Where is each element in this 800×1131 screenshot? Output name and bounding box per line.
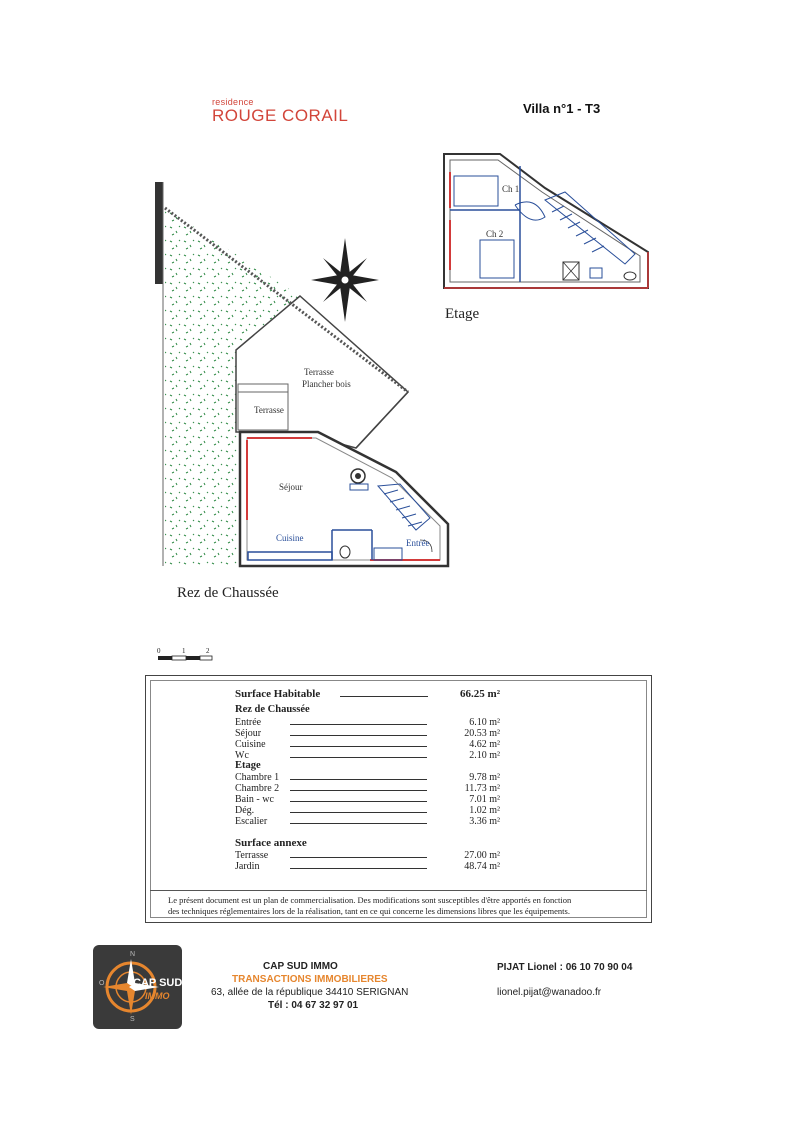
etage-item-label: Escalier (235, 816, 268, 827)
company-name: CAP SUD IMMO (263, 961, 338, 972)
leader-line (340, 696, 428, 697)
leader-line (290, 724, 427, 725)
brand-name: ROUGE CORAIL (212, 106, 349, 125)
logo-text-capsud: CAP SUD (133, 977, 183, 989)
villa-title: Villa n°1 - T3 (523, 101, 601, 116)
annexe-heading: Surface annexe (235, 837, 307, 849)
company-phone: Tél : 04 67 32 97 01 (268, 1000, 359, 1011)
leader-line (290, 757, 427, 758)
leader-line (290, 868, 427, 869)
rdc-item-label: Entrée (235, 717, 262, 728)
etage-item-value: 1.02 m² (469, 805, 500, 816)
etage-item-label: Bain - wc (235, 794, 274, 805)
notice-line-1: Le présent document est un plan de commercialisation. Des modifications sont susceptibles d'être apportés en fonction (168, 895, 572, 905)
rdc-item-value: 4.62 m² (469, 739, 500, 750)
scale-tick-0: 0 (157, 647, 161, 655)
room-label-cuisine: Cuisine (276, 533, 304, 543)
leader-line (290, 812, 427, 813)
leader-line (290, 779, 427, 780)
brand-tagline: residence (212, 97, 254, 107)
annexe-item-value: 27.00 m² (464, 850, 500, 861)
etage-heading: Etage (235, 760, 261, 771)
etage-label: Etage (445, 306, 480, 322)
habitable-value: 66.25 m² (460, 688, 500, 700)
room-label-sejour: Séjour (279, 482, 303, 492)
leader-line (290, 823, 427, 824)
company-subtitle: TRANSACTIONS IMMOBILIERES (232, 974, 388, 985)
rdc-label: Rez de Chaussée (177, 585, 279, 601)
etage-item-label: Dég. (235, 805, 255, 816)
room-label-terrasse-1: Terrasse (304, 367, 334, 377)
scale-bar (155, 648, 225, 664)
annexe-item-value: 48.74 m² (464, 861, 500, 872)
scale-tick-1: 1 (182, 647, 186, 655)
etage-item-value: 7.01 m² (469, 794, 500, 805)
logo-n: N (130, 951, 136, 958)
room-label-plancher-bois: Plancher bois (302, 379, 351, 389)
room-label-terrasse: Terrasse (254, 405, 284, 415)
leader-line (290, 735, 427, 736)
etage-item-value: 3.36 m² (469, 816, 500, 827)
notice-line-2: des techniques réglementaires lors de la réalisation, tant en ce qui concerne les dimensions libres que les équipements. (168, 906, 570, 916)
leader-line (290, 857, 427, 858)
etage-item-value: 11.73 m² (464, 783, 500, 794)
rdc-item-label: Séjour (235, 728, 262, 739)
rdc-heading: Rez de Chaussée (235, 704, 310, 715)
etage-plan (444, 154, 648, 288)
leader-line (290, 746, 427, 747)
logo-o: O (99, 980, 105, 987)
contact-phone: PIJAT Lionel : 06 10 70 90 04 (497, 962, 633, 973)
rdc-item-label: Cuisine (235, 739, 266, 750)
rdc-item-label: Wc (235, 750, 249, 761)
room-label-ch1: Ch 1 (502, 184, 520, 194)
rdc-item-value: 6.10 m² (469, 717, 500, 728)
logo-s: S (130, 1016, 135, 1023)
rdc-item-value: 20.53 m² (464, 728, 500, 739)
etage-item-label: Chambre 1 (235, 772, 280, 783)
habitable-label: Surface Habitable (235, 688, 321, 700)
contact-email[interactable]: lionel.pijat@wanadoo.fr (497, 987, 602, 998)
rdc-item-value: 2.10 m² (469, 750, 500, 761)
annexe-item-label: Jardin (235, 861, 260, 872)
room-label-entree: Entrée (406, 538, 430, 548)
compass-rose (311, 238, 379, 322)
etage-item-label: Chambre 2 (235, 783, 280, 794)
logo-text-immo: IMMO (145, 991, 170, 1001)
annexe-item-label: Terrasse (235, 850, 269, 861)
surface-table-inner (150, 680, 647, 918)
etage-item-value: 9.78 m² (469, 772, 500, 783)
room-label-ch2: Ch 2 (486, 229, 504, 239)
leader-line (290, 790, 427, 791)
company-address: 63, allée de la république 34410 SERIGNAN (211, 987, 409, 998)
divider (150, 890, 647, 891)
leader-line (290, 801, 427, 802)
scale-tick-2: 2 (206, 647, 210, 655)
